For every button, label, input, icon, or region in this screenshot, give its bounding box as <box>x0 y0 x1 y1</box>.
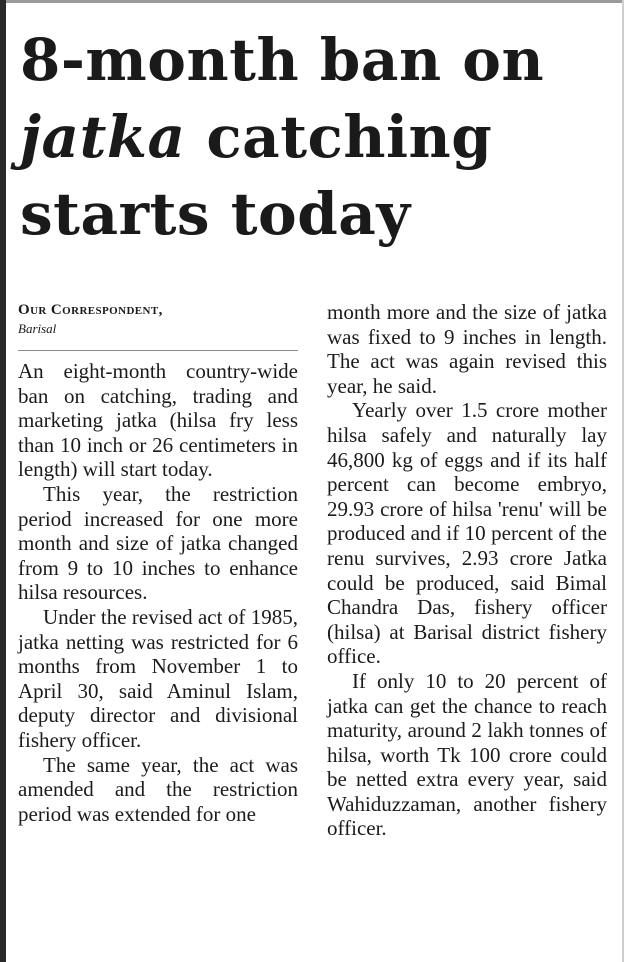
headline-jatka: jatka <box>20 103 186 171</box>
paragraph: Yearly over 1.5 crore mother hilsa safely and naturally lay 46,800 kg of eggs and if its half percent can become embryo, 29.93 crore of hilsa 'renu' will be produced and if 10 percent of the renu survives, 2.93 crore Jatka could be produced, said Bimal Chandra Das, fishery officer (hilsa) at Barisal district fishery office. <box>327 398 607 669</box>
paragraph: An eight-month country-wide ban on catching, trading and marketing jatka (hilsa fry less than 10 inch or 26 centimeters in length) will start today. <box>18 359 298 482</box>
paragraph: This year, the restriction period increased for one more month and size of jatka changed from 9 to 10 inches to enhance hilsa resources. <box>18 481 298 605</box>
paragraph: The same year, the act was amended and the restriction period was extended for one <box>18 752 298 826</box>
paragraph: If only 10 to 20 percent of jatka can get the chance to reach maturity, around 2 lakh tonnes of hilsa, worth Tk 100 crore could be netted extra every year, said Wahiduzzaman, another fishery officer. <box>327 668 607 841</box>
right-body <box>327 300 607 841</box>
paragraph: Under the revised act of 1985, jatka netting was restricted for 6 months from November 1 to April 30, said Aminul Islam, deputy director and divisional fishery officer. <box>18 604 298 752</box>
headline-line-2: catching <box>185 103 493 171</box>
paragraph: month more and the size of jatka was fixed to 9 inches in length. The act was again revised this year, he said. <box>327 300 607 398</box>
article-column-right <box>327 300 607 841</box>
byline-divider <box>18 350 298 351</box>
page-edge <box>0 0 6 962</box>
byline-place: Barisal <box>18 321 57 336</box>
top-border <box>0 0 624 7</box>
article-column-left <box>18 298 298 826</box>
headline-line-1: 8-month ban on <box>20 26 545 94</box>
headline-line-3: starts today <box>20 180 411 248</box>
left-body <box>18 359 298 826</box>
byline-name: Our Correspondent, <box>18 302 163 318</box>
headline <box>20 22 620 253</box>
